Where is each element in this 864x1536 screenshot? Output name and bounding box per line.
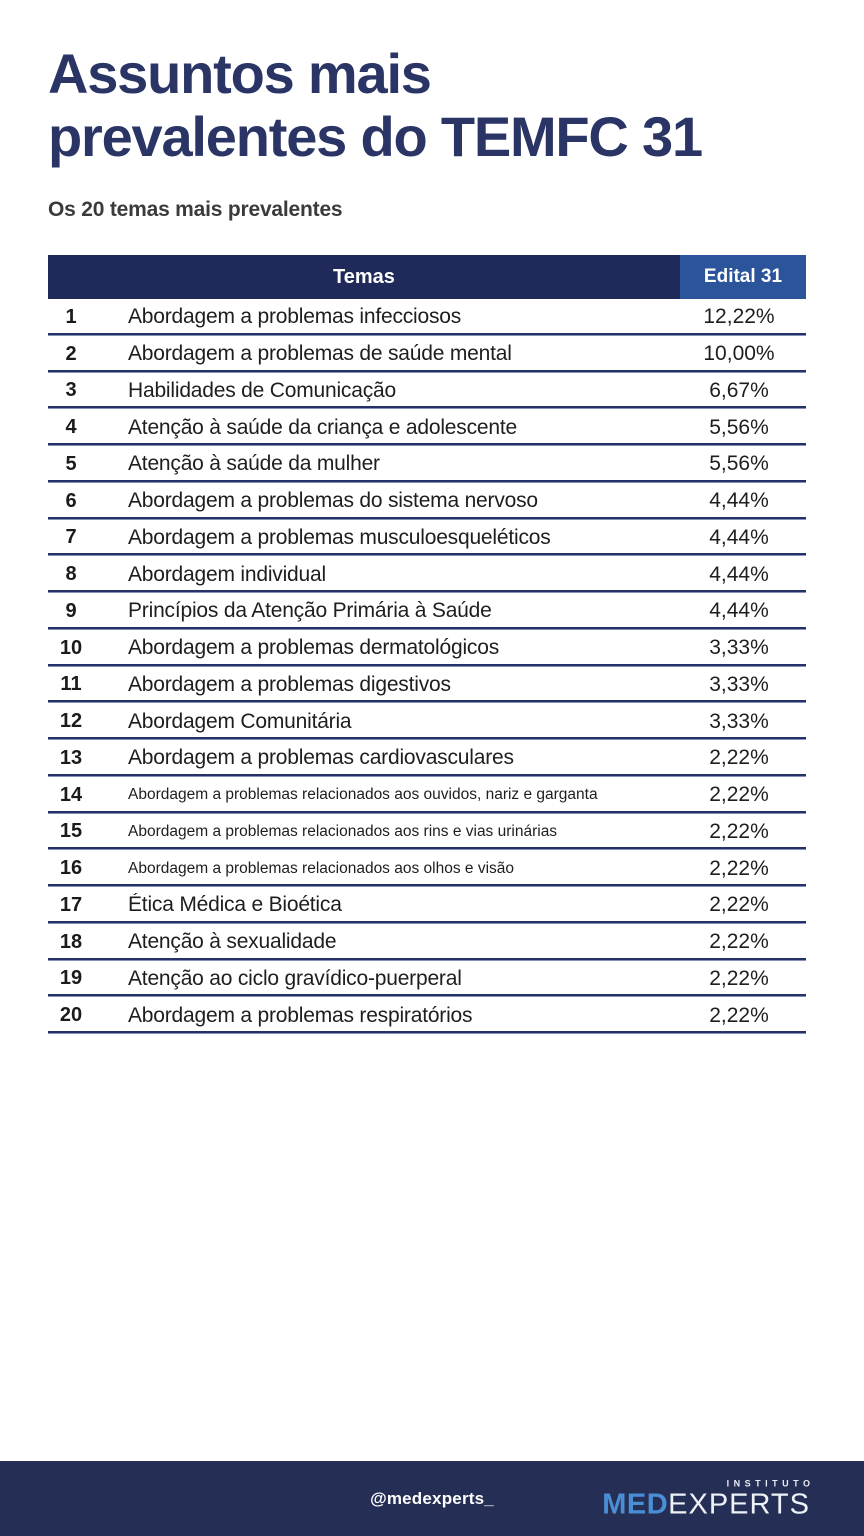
row-tema: Princípios da Atenção Primária à Saúde (128, 599, 492, 623)
row-rank: 5 (65, 452, 77, 475)
table-row (48, 556, 806, 593)
row-pct: 2,22% (709, 746, 769, 770)
table-header (48, 255, 806, 299)
table-row (48, 814, 806, 851)
row-pct: 10,00% (703, 342, 775, 366)
row-tema: Abordagem a problemas do sistema nervoso (128, 489, 538, 513)
logo-brand-text (602, 1490, 810, 1519)
row-rank: 10 (59, 636, 83, 659)
row-pct: 3,33% (709, 709, 769, 733)
row-rank: 8 (65, 563, 77, 586)
row-pct: 4,44% (709, 599, 769, 623)
row-rank: 7 (65, 526, 77, 549)
row-pct: 4,44% (709, 562, 769, 586)
prevalence-table (48, 255, 806, 1034)
row-tema: Abordagem a problemas relacionados aos olhos e visão (128, 859, 515, 877)
row-tema: Ética Médica e Bioética (128, 893, 342, 917)
table-row (48, 336, 806, 373)
table-row (48, 409, 806, 446)
row-rank: 6 (65, 489, 77, 512)
row-pct: 2,22% (709, 819, 769, 843)
page-title-line2: prevalentes do TEMFC 31 (48, 105, 702, 168)
row-rank: 18 (59, 930, 83, 953)
row-rank: 12 (59, 710, 83, 733)
table-row (48, 299, 806, 336)
row-rank: 14 (59, 783, 83, 806)
row-rank: 2 (65, 342, 77, 365)
table-body (48, 299, 806, 1034)
row-pct: 2,22% (709, 856, 769, 880)
table-row (48, 740, 806, 777)
row-pct: 5,56% (709, 452, 769, 476)
row-rank: 4 (65, 416, 77, 439)
row-pct: 5,56% (709, 415, 769, 439)
table-row (48, 924, 806, 961)
table-row (48, 630, 806, 667)
table-row (48, 887, 806, 924)
row-tema: Atenção à sexualidade (128, 930, 337, 954)
logo-experts-text: EXPERTS (668, 1488, 810, 1520)
row-pct: 4,44% (709, 489, 769, 513)
row-tema: Abordagem a problemas musculoesqueléticos (128, 525, 551, 549)
row-tema: Atenção ao ciclo gravídico-puerperal (128, 966, 462, 990)
row-tema: Atenção à saúde da mulher (128, 452, 380, 476)
row-pct: 3,33% (709, 672, 769, 696)
row-tema: Abordagem a problemas digestivos (128, 672, 451, 696)
row-rank: 11 (60, 673, 82, 696)
row-tema: Atenção à saúde da criança e adolescente (128, 415, 517, 439)
logo-instituto-text: INSTITUTO (726, 1478, 815, 1488)
row-pct: 2,22% (709, 1003, 769, 1027)
page-title-line1: Assuntos mais (48, 42, 431, 105)
table-row (48, 961, 806, 998)
row-rank: 15 (59, 820, 83, 843)
table-row (48, 997, 806, 1034)
row-tema: Abordagem a problemas respiratórios (128, 1003, 473, 1027)
table-row (48, 777, 806, 814)
medexperts-logo (602, 1478, 815, 1520)
row-tema: Abordagem Comunitária (128, 709, 352, 733)
table-row (48, 373, 806, 410)
row-pct: 2,22% (709, 930, 769, 954)
row-rank: 19 (59, 967, 83, 990)
row-tema: Abordagem a problemas relacionados aos rins e vias urinárias (128, 822, 558, 840)
row-tema: Abordagem a problemas infecciosos (128, 305, 462, 329)
table-row (48, 850, 806, 887)
row-rank: 9 (65, 599, 77, 622)
row-tema: Abordagem individual (128, 562, 326, 586)
table-row (48, 703, 806, 740)
column-header-temas: Temas (48, 255, 680, 299)
row-pct: 12,22% (703, 305, 775, 329)
row-tema: Abordagem a problemas relacionados aos ouvidos, nariz e garganta (128, 786, 598, 804)
row-rank: 20 (59, 1004, 83, 1027)
row-tema: Abordagem a problemas de saúde mental (128, 342, 512, 366)
logo-med-text: MED (602, 1488, 669, 1520)
social-handle: @medexperts_ (370, 1488, 494, 1508)
row-rank: 1 (65, 305, 77, 328)
row-pct: 6,67% (709, 378, 769, 402)
page-title (0, 0, 864, 168)
page-subtitle: Os 20 temas mais prevalentes (48, 198, 343, 221)
row-pct: 2,22% (709, 783, 769, 807)
table-row (48, 446, 806, 483)
table-row (48, 667, 806, 704)
row-tema: Habilidades de Comunicação (128, 378, 396, 402)
row-rank: 3 (65, 379, 77, 402)
row-tema: Abordagem a problemas dermatológicos (128, 636, 500, 660)
row-pct: 4,44% (709, 525, 769, 549)
row-rank: 16 (59, 857, 83, 880)
table-row (48, 483, 806, 520)
column-header-edital: Edital 31 (680, 255, 806, 299)
row-rank: 17 (59, 893, 83, 916)
footer-bar (0, 1461, 864, 1536)
row-pct: 3,33% (709, 636, 769, 660)
row-pct: 2,22% (709, 966, 769, 990)
row-rank: 13 (59, 746, 83, 769)
table-row (48, 593, 806, 630)
table-row (48, 520, 806, 557)
row-pct: 2,22% (709, 893, 769, 917)
row-tema: Abordagem a problemas cardiovasculares (128, 746, 514, 770)
